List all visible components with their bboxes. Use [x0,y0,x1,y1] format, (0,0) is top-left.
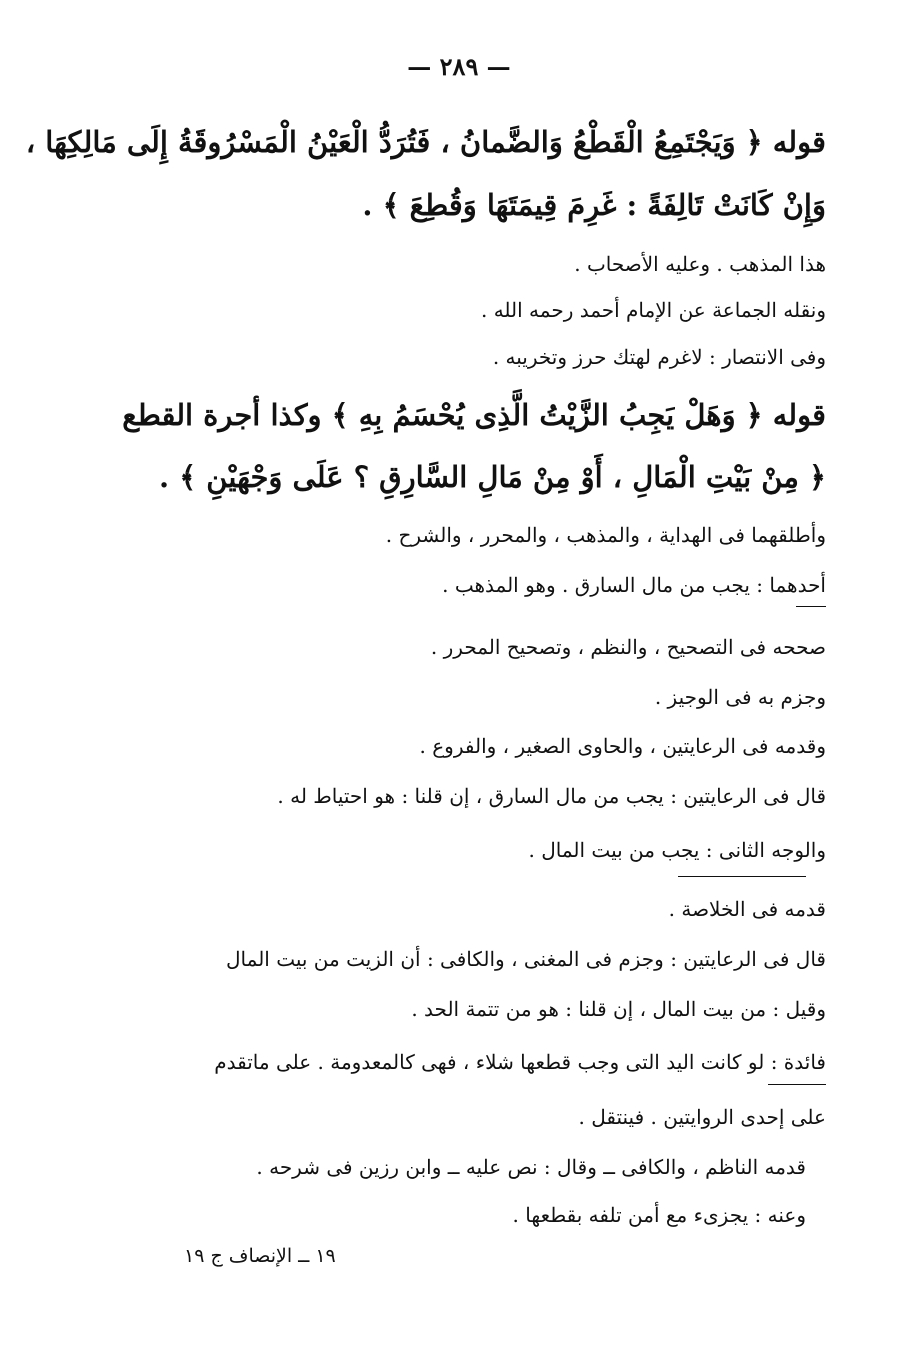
page-number: — ٢٨٩ — [407,52,511,81]
heading-line: ﴿ مِنْ بَيْتِ الْمَالِ ، أَوْ مِنْ مَالِ السَّارِقِ ؟ عَلَى وَجْهَيْنِ ﴾ . [159,460,826,494]
heading-line: قوله ﴿ وَيَجْتَمِعُ الْقَطْعُ وَالضَّمانُ ، فَتُرَدُّ الْعَيْنُ الْمَسْرُوقَةُ إِلَى مَالِكِهَا ، [25,125,826,159]
text-line-first-option: أحدهما : يجب من مال السارق . وهو المذهب . [442,573,826,597]
text-line: ونقله الجماعة عن الإمام أحمد رحمه الله . [480,298,826,322]
text-line: على إحدى الروايتين . فينتقل . [578,1105,826,1129]
text-line: قدمه الناظم ، والكافى ــ وقال : نص عليه ــ وابن رزين فى شرحه . [256,1155,806,1179]
text-line: وجزم به فى الوجيز . [654,685,826,709]
heading-line: وَإِنْ كَانَتْ تَالِفَةً : غَرِمَ قِيمَتَهَا وَقُطِعَ ﴾ . [362,188,826,222]
text-line: هذا المذهب . وعليه الأصحاب . [574,252,826,276]
page-footer: ١٩ ــ الإنصاف ج ١٩ [184,1245,336,1267]
text-line-second-option: والوجه الثانى : يجب من بيت المال . [528,838,826,862]
heading-line: قوله ﴿ وَهَلْ يَجِبُ الزَّيْتُ الَّذِى يُحْسَمُ بِهِ ﴾ وكذا أجرة القطع [122,398,826,432]
text-line: وقدمه فى الرعايتين ، والحاوى الصغير ، والفروع . [419,734,826,758]
text-line: قدمه فى الخلاصة . [668,897,826,921]
text-line: وأطلقهما فى الهداية ، والمذهب ، والمحرر ، والشرح . [385,523,826,547]
text-line: وفى الانتصار : لاغرم لهتك حرز وتخريبه . [492,345,826,369]
underline-second-option [678,876,806,877]
text-line: صححه فى التصحيح ، والنظم ، وتصحيح المحرر . [430,635,826,659]
underline-note [768,1084,826,1085]
text-line: وعنه : يجزىء مع أمن تلفه بقطعها . [512,1203,806,1227]
text-line-note: فائدة : لو كانت اليد التى وجب قطعها شلاء ، فهى كالمعدومة . على ماتقدم [214,1050,826,1074]
underline-first-option [796,606,826,607]
text-line: قال فى الرعايتين : يجب من مال السارق ، إن قلنا : هو احتياط له . [277,784,826,808]
text-line: قال فى الرعايتين : وجزم فى المغنى ، والكافى : أن الزيت من بيت المال [226,947,826,971]
text-line: وقيل : من بيت المال ، إن قلنا : هو من تتمة الحد . [411,997,826,1021]
